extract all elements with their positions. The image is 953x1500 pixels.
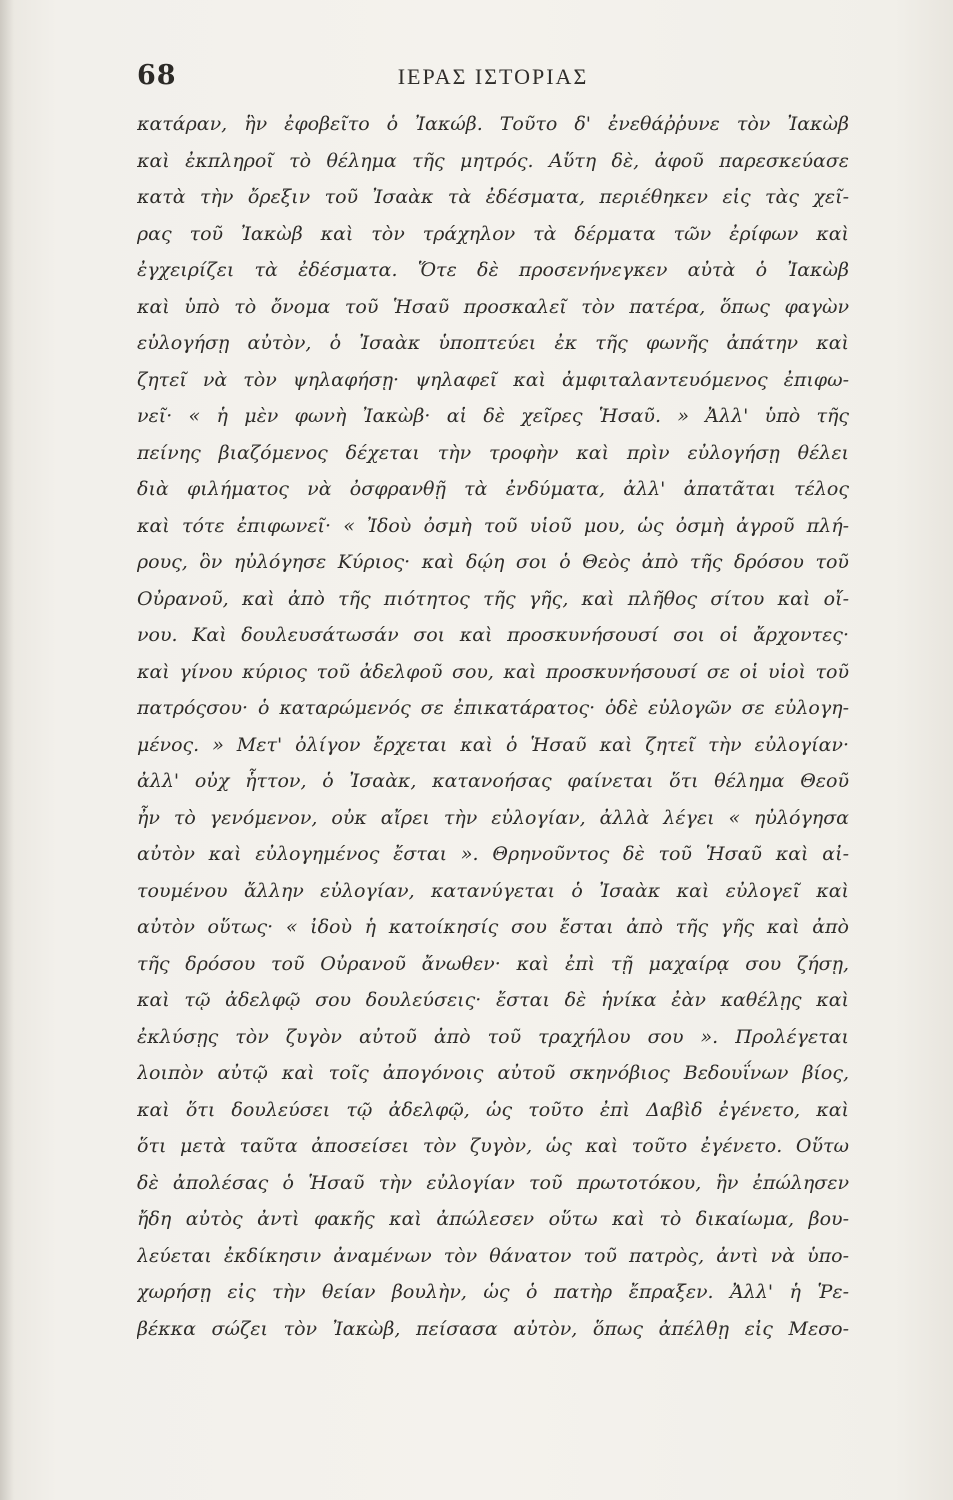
text-line: νου. Καὶ δουλευσάτωσάν σοι καὶ προσκυνήσουσί σοι οἱ ἄρχοντες·	[137, 624, 849, 646]
text-line: καὶ γίνου κύριος τοῦ ἀδελφοῦ σου, καὶ προσκυνήσουσί σε οἱ υἱοὶ τοῦ	[137, 660, 849, 683]
running-title: ΙΕΡΑΣ ΙΣΤΟΡΙΑΣ	[397, 64, 589, 89]
text-line: νεῖ· « ἡ μὲν φωνὴ Ἰακὼβ· αἱ δὲ χεῖρες Ἡσαῦ. » Ἀλλ' ὑπὸ τῆς	[137, 405, 849, 427]
text-line: διὰ φιλήματος νὰ ὀσφρανθῇ τὰ ἐνδύματα, ἀλλ' ἀπατᾶται τέλος	[137, 478, 849, 500]
text-line: ἤδη αὐτὸς ἀντὶ φακῆς καὶ ἀπώλεσεν οὕτω καὶ τὸ δικαίωμα, βου-	[137, 1208, 849, 1230]
text-line: λεύεται ἐκδίκησιν ἀναμένων τὸν θάνατον τοῦ πατρὸς, ἀντὶ νὰ ὑπο-	[137, 1244, 849, 1267]
text-line: κατὰ τὴν ὄρεξιν τοῦ Ἰσαὰκ τὰ ἐδέσματα, περιέθηκεν εἰς τὰς χεῖ-	[137, 186, 849, 208]
text-line: τῆς δρόσου τοῦ Οὐρανοῦ ἄνωθεν· καὶ ἐπὶ τῇ μαχαίρᾳ σου ζήσῃ,	[137, 952, 849, 975]
text-line: πείνης βιαζόμενος δέχεται τὴν τροφὴν καὶ πρὶν εὐλογήσῃ θέλει	[137, 441, 849, 464]
page-number: 68	[137, 60, 177, 91]
text-line: αὐτὸν οὕτως· « ἰδοὺ ἡ κατοίκησίς σου ἔσται ἀπὸ τῆς γῆς καὶ ἀπὸ	[137, 916, 849, 938]
text-line: καὶ τῷ ἀδελφῷ σου δουλεύσεις· ἔσται δὲ ἡνίκα ἐὰν καθέλῃς καὶ	[137, 989, 849, 1011]
text-line: ὅτι μετὰ ταῦτα ἀποσείσει τὸν ζυγὸν, ὡς καὶ τοῦτο ἐγένετο. Οὕτω	[137, 1135, 849, 1157]
text-line: ἦν τὸ γενόμενον, οὐκ αἴρει τὴν εὐλογίαν, ἀλλὰ λέγει « ηὐλόγησα	[137, 806, 849, 829]
gutter-shadow	[0, 0, 14, 1500]
text-line: εὐλογήσῃ αὐτὸν, ὁ Ἰσαὰκ ὑποπτεύει ἐκ τῆς φωνῆς ἀπάτην καὶ	[137, 332, 849, 354]
text-line: καὶ τότε ἐπιφωνεῖ· « Ἰδοὺ ὀσμὴ τοῦ υἱοῦ μου, ὡς ὀσμὴ ἀγροῦ πλή-	[137, 514, 849, 537]
text-line: δὲ ἀπολέσας ὁ Ἡσαῦ τὴν εὐλογίαν τοῦ πρωτοτόκου, ἣν ἐπώλησεν	[137, 1171, 849, 1194]
text-line: καὶ ὑπὸ τὸ ὄνομα τοῦ Ἡσαῦ προσκαλεῖ τὸν πατέρα, ὅπως φαγὼν	[137, 295, 849, 318]
text-line: βέκκα σώζει τὸν Ἰακὼβ, πείσασα αὐτὸν, ὅπως ἀπέλθῃ εἰς Μεσο-	[137, 1317, 849, 1340]
page-header	[137, 60, 849, 100]
text-line: πατρόςσου· ὁ καταρώμενός σε ἐπικατάρατος· ὁδὲ εὐλογῶν σε εὐλογη-	[137, 697, 849, 719]
body-text	[137, 106, 849, 1347]
text-line: μένος. » Μετ' ὀλίγον ἔρχεται καὶ ὁ Ἡσαῦ καὶ ζητεῖ τὴν εὐλογίαν·	[137, 733, 849, 756]
text-line: ἐκλύσῃς τὸν ζυγὸν αὐτοῦ ἀπὸ τοῦ τραχήλου σου ». Προλέγεται	[137, 1025, 849, 1048]
text-line: χωρήσῃ εἰς τὴν θείαν βουλὴν, ὡς ὁ πατὴρ ἔπραξεν. Ἀλλ' ἡ Ῥε-	[137, 1281, 849, 1303]
text-line: ρας τοῦ Ἰακὼβ καὶ τὸν τράχηλον τὰ δέρματα τῶν ἐρίφων καὶ	[137, 222, 849, 245]
text-line: αὐτὸν καὶ εὐλογημένος ἔσται ». Θρηνοῦντος δὲ τοῦ Ἡσαῦ καὶ αἰ-	[137, 843, 849, 865]
text-line: ἐγχειρίζει τὰ ἐδέσματα. Ὅτε δὲ προσενήνεγκεν αὐτὰ ὁ Ἰακὼβ	[137, 259, 849, 281]
text-line: ἀλλ' οὐχ ἧττον, ὁ Ἰσαὰκ, κατανοήσας φαίνεται ὅτι θέλημα Θεοῦ	[137, 770, 849, 792]
text-line: καὶ ὅτι δουλεύσει τῷ ἀδελφῷ, ὡς τοῦτο ἐπὶ Δαβὶδ ἐγένετο, καὶ	[137, 1098, 849, 1121]
text-line: λοιπὸν αὐτῷ καὶ τοῖς ἀπογόνοις αὐτοῦ σκηνόβιος Βεδουΐνων βίος,	[137, 1062, 849, 1084]
text-line: τουμένου ἄλλην εὐλογίαν, κατανύγεται ὁ Ἰσαὰκ καὶ εὐλογεῖ καὶ	[137, 879, 849, 902]
text-line: κατάραν, ἣν ἐφοβεῖτο ὁ Ἰακώβ. Τοῦτο δ' ἐνεθάῤῥυνε τὸν Ἰακὼβ	[137, 113, 849, 135]
text-line: Οὐρανοῦ, καὶ ἀπὸ τῆς πιότητος τῆς γῆς, καὶ πλῆθος σίτου καὶ οἴ-	[137, 587, 849, 610]
text-line: καὶ ἐκπληροῖ τὸ θέλημα τῆς μητρός. Αὕτη δὲ, ἀφοῦ παρεσκεύασε	[137, 149, 849, 172]
text-line: ρους, ὃν ηὐλόγησε Κύριος· καὶ δῴη σοι ὁ Θεὸς ἀπὸ τῆς δρόσου τοῦ	[137, 551, 849, 573]
text-line: ζητεῖ νὰ τὸν ψηλαφήσῃ· ψηλαφεῖ καὶ ἀμφιταλαντευόμενος ἐπιφω-	[137, 368, 849, 391]
